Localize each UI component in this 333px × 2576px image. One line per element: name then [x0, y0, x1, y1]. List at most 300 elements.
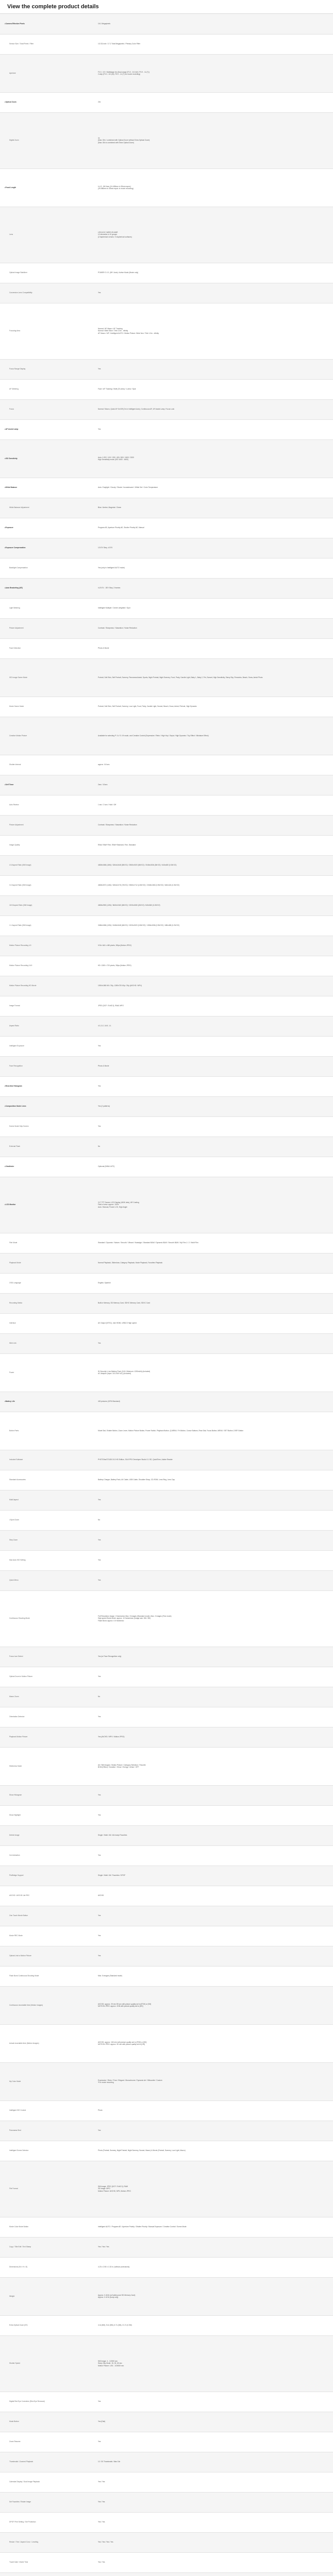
spec-value: Yes / Yes	[98, 2552, 333, 2572]
spec-value: Battery Charger, Battery Pack, AV Cable, USB Cable, Shoulder Strap, CD-ROM, Lens Ring, Lens Cap	[98, 1470, 333, 1490]
spec-row	[0, 1886, 333, 1906]
spec-value: VGA: 640 x 480 pixels, 30fps (Motion JPEG)	[98, 936, 333, 956]
spec-row	[0, 1647, 333, 1667]
spec-value: Yes	[98, 2121, 333, 2141]
spec-row	[0, 2141, 333, 2161]
spec-row	[0, 92, 333, 112]
spec-value: Yes	[98, 1550, 333, 1570]
spec-value: Portrait, Soft Skin, Self Portrait, Scenery, Panorama Assist, Sports, Night Portrait, Night Scenery, Food, Party, Candle Light, Baby 1, Baby 2, Pet, Sunset, High Sensitivity, Starry Sky, Fireworks, Beach, Snow, Aerial Photo	[98, 658, 333, 697]
spec-label: Multi Aspect	[0, 1490, 98, 1510]
spec-label: Weight	[0, 2277, 98, 2315]
spec-label: ▸ Camera Effective Pixels	[0, 14, 98, 34]
spec-row	[0, 795, 333, 815]
spec-label: Thumbnails / Zoomed Playback	[0, 2452, 98, 2472]
spec-value: F3.3 - 5.9 / Multistage iris (Dual-range (F3.3 - 8.0 (W) / F5.9 - 14 (T)) 2-step (F3.3 - 8.0 (W), F5.9 - 14 (T) for movie recording)	[98, 54, 333, 92]
spec-row	[0, 1785, 333, 1805]
spec-value: Yes	[98, 1530, 333, 1550]
spec-value: 4.4x (8M), 5.4x (5M), 6.7x (3M), 21.7x (0.3M)	[98, 2315, 333, 2335]
spec-value: Yes	[98, 359, 333, 379]
spec-row	[0, 34, 333, 54]
spec-label: Max Auto ISO Setting	[0, 1550, 98, 1570]
spec-value: Built-in Memory, SD Memory Card, SDHC Memory Card, SDXC Card	[98, 1293, 333, 1313]
spec-row	[0, 1687, 333, 1707]
spec-value: Yes / Yes / Yes / Yes	[98, 2532, 333, 2552]
spec-value: Yes / Yes	[98, 2512, 333, 2532]
spec-label: Shutter Interval	[0, 755, 98, 775]
spec-label: Motion Picture Recording 16:9	[0, 956, 98, 976]
spec-label: Included Software	[0, 1450, 98, 1470]
spec-value: 1/2.33-inch / 17.2 Total Megapixels / Primary Color Filter	[98, 34, 333, 54]
spec-row	[0, 1076, 333, 1096]
spec-row	[0, 1137, 333, 1157]
spec-value: Contrast / Sharpness / Saturation / Noise Reduction	[98, 815, 333, 835]
spec-label: Show Highlight	[0, 1805, 98, 1825]
spec-label: 16:9 Aspect Ratio (Still Image)	[0, 895, 98, 916]
spec-value: Intelligent Multiple / Center weighted / Spot	[98, 598, 333, 618]
spec-label: Conversion Lens Compatibility	[0, 283, 98, 303]
product-details-table	[0, 14, 333, 2576]
spec-row	[0, 1470, 333, 1490]
spec-row	[0, 1986, 333, 2024]
spec-label: Recording Media	[0, 1293, 98, 1313]
spec-row	[0, 1392, 333, 1412]
spec-value: Single / Multi / All / All except Favorites	[98, 1825, 333, 1845]
spec-row	[0, 618, 333, 638]
spec-value: Photo	[98, 2100, 333, 2121]
spec-row	[0, 2532, 333, 2552]
spec-row	[0, 1353, 333, 1392]
spec-label: ▸ Exposure Compensation	[0, 538, 98, 558]
spec-value: Yes	[98, 1333, 333, 1353]
spec-value: 2sec / 10sec	[98, 775, 333, 795]
spec-label: AVCHD / AVCHD Lite REC	[0, 1886, 98, 1906]
spec-value: 3.0" TFT Screen LCD Display (460K dots), AR Coating Field of view: approx. 100% Auto / Manual, Power LCD, High Angle	[98, 1177, 333, 1233]
spec-label: Digital Zoom	[0, 112, 98, 168]
spec-row	[0, 2572, 333, 2576]
spec-row	[0, 518, 333, 538]
spec-label: Standard Accessories	[0, 1470, 98, 1490]
spec-label: ▸ Real-time Histogram	[0, 1076, 98, 1096]
spec-row	[0, 1412, 333, 1450]
spec-value: Photo (Portrait, Scenery, Night Portrait, Night Scenery, Sunset, Macro) & Movie (Portrait, Scenery, Low Light, Macro)	[98, 2141, 333, 2161]
spec-value: AVCHD: approx. 29 min 59 sec with picture quality set to [FSH] or [SH] MOTION JPEG: approx. 2GB with picture quality set to [HD]	[98, 1986, 333, 2024]
spec-label: File Format	[0, 2161, 98, 2217]
spec-label: Orientation Detector	[0, 1707, 98, 1727]
spec-row	[0, 1866, 333, 1886]
spec-label: Motion Picture Recording HD Movie	[0, 976, 98, 996]
spec-value: LEICA DC VARIO-ELMAR 12 elements in 10 groups (2 Aspherical Lenses / 3 Aspherical surfaces)	[98, 207, 333, 263]
spec-value: Yes	[98, 1076, 333, 1096]
spec-value: No	[98, 1687, 333, 1707]
spec-label: Macro Zoom	[0, 1687, 98, 1707]
spec-value: Program AE, Aperture Priority AE, Shutter Priority AE, Manual	[98, 518, 333, 538]
spec-value: ID-Security Li-ion Battery Pack (3.6V, Minimum: 1250mAh) (Included) AC Adaptor (Input: 110-240V AC) (Included)	[98, 1353, 333, 1392]
spec-row	[0, 1966, 333, 1986]
spec-row	[0, 2412, 333, 2432]
spec-row	[0, 359, 333, 379]
spec-value: Yes	[98, 419, 333, 439]
spec-label: ▸ AF Assist Lamp	[0, 419, 98, 439]
spec-row	[0, 14, 333, 34]
spec-row	[0, 538, 333, 558]
spec-row	[0, 207, 333, 263]
spec-value: 4608x3456 (16M) / 3264x2448 (8M EZ) / 2560x1920 (5M EZ) / 2048x1536 (3M EZ) / 640x480 (0.3M EZ)	[98, 855, 333, 875]
spec-label: Movie REC Mode	[0, 1926, 98, 1946]
spec-label: Backlight Compensation	[0, 558, 98, 578]
spec-value: Normal / Macro, Quick AF On/Off (On in Intelligent Auto), Continuous AF, AF Assist Lamp, Focus Lock	[98, 399, 333, 419]
spec-label: Scene Mode Help Screen	[0, 1116, 98, 1137]
spec-row	[0, 895, 333, 916]
spec-label: ▸ Auto Bracketing (AE)	[0, 578, 98, 598]
spec-row	[0, 775, 333, 795]
spec-value: Yes (only in Intelligent AUTO mode)	[98, 558, 333, 578]
spec-label: Image Format	[0, 996, 98, 1016]
spec-label: AF Metering	[0, 379, 98, 399]
spec-value: Intelligent AUTO / Program AE / Aperture Priority / Shutter Priority / Manual Exposure / Creative Control / Scene Mode	[98, 2217, 333, 2237]
spec-label	[0, 2572, 98, 2576]
spec-row	[0, 478, 333, 498]
spec-row	[0, 1946, 333, 1966]
spec-label: ▸ White Balance	[0, 478, 98, 498]
spec-value: Yes / Yes	[98, 2492, 333, 2512]
spec-label: Motion Picture Recording 4:3	[0, 936, 98, 956]
spec-label: Face Recognition	[0, 1056, 98, 1076]
spec-row	[0, 2472, 333, 2492]
spec-label: ▸ Viewfinder	[0, 1157, 98, 1177]
spec-value: JPEG (DCF / Exif2.3), RAW, MPO	[98, 996, 333, 1016]
spec-value: Single / Multi / All / Favorites / DPOF	[98, 1866, 333, 1886]
spec-row	[0, 263, 333, 283]
spec-label: Mode Button	[0, 2412, 98, 2432]
spec-row	[0, 2492, 333, 2512]
spec-value: Mode Dial, Shutter Button, Zoom Lever, Motion Picture Button, Power Switch, Playback Button, Q.MENU / Fn Button, Cursor Buttons, Rear Dial, Focus Button, MENU / SET Button, DISP. Button	[98, 1412, 333, 1450]
spec-row	[0, 54, 333, 92]
spec-value: Yes / Yes / Yes	[98, 2237, 333, 2257]
spec-row	[0, 2257, 333, 2277]
spec-row	[0, 1273, 333, 1293]
spec-row	[0, 1550, 333, 1570]
spec-value: AVCHD	[98, 1886, 333, 1906]
spec-value: Face / AF Tracking / Multi (23-area) / 1-area / Spot	[98, 379, 333, 399]
spec-label: Playback Mode	[0, 1253, 98, 1273]
spec-label: External Flash	[0, 1137, 98, 1157]
spec-value: Contrast / Sharpness / Saturation / Noise Reduction	[98, 618, 333, 638]
spec-label: 1:1 Aspect Ratio (Still Image)	[0, 916, 98, 936]
spec-label: Film Mode	[0, 1233, 98, 1253]
spec-row	[0, 1177, 333, 1233]
page-title: View the complete product details	[0, 0, 333, 14]
spec-value: Yes	[98, 1707, 333, 1727]
spec-row	[0, 1016, 333, 1036]
spec-value: Standard / Dynamic / Nature / Smooth / Vibrant / Nostalgic / Standard B&W / Dynamic B&W / Smooth B&W / My Film 1 / 2 / Multi Film	[98, 1233, 333, 1253]
spec-label: Delete Image	[0, 1825, 98, 1845]
spec-value: Blue / Amber, Magenta / Green	[98, 498, 333, 518]
spec-label: Focus Range Display	[0, 359, 98, 379]
spec-label: PictBridge Support	[0, 1866, 98, 1886]
spec-row	[0, 976, 333, 996]
spec-label: OSD Language	[0, 1273, 98, 1293]
spec-label: Calendar Display / Dual Image Playback	[0, 2472, 98, 2492]
spec-value: Full Resolution Image: 2 frames/sec Max. 5 images (Standard mode), Max. 3 images (Fine mode) High-speed Burst Mode: approx. 10 frames/sec (Image size: 5M / 3M) Flash Burst: approx. 0.5 frame/sec	[98, 1590, 333, 1647]
spec-label: iSO Image Scene Mode	[0, 658, 98, 697]
spec-value: Yes	[98, 1570, 333, 1590]
spec-label: 3:2 Aspect Ratio (Still Image)	[0, 875, 98, 895]
spec-value: ±1/3 EV - 3EV Step, 3 frames	[98, 578, 333, 598]
spec-value: PHOTOfunSTUDIO 8.3 HD Edition, SILKYPIX Developer Studio 3.1 SE, QuickTime, Adobe Reader	[98, 1450, 333, 1470]
spec-row	[0, 2277, 333, 2315]
spec-value: Yes / Yes	[98, 2472, 333, 2492]
spec-value: Optional (DMW-LVF2)	[98, 1157, 333, 1177]
spec-value: Yes	[98, 1667, 333, 1687]
spec-value: Yes	[98, 1926, 333, 1946]
spec-row	[0, 112, 333, 168]
spec-label: Travel Date / World Time	[0, 2552, 98, 2572]
spec-value: Yes (AVCHD / MP4 / Motion JPEG)	[98, 1727, 333, 1747]
spec-row	[0, 2100, 333, 2121]
spec-row	[0, 875, 333, 895]
spec-row	[0, 2552, 333, 2572]
spec-row	[0, 1727, 333, 1747]
spec-row	[0, 2121, 333, 2141]
spec-row	[0, 598, 333, 618]
spec-label: Face Detection	[0, 638, 98, 658]
spec-value: AV Output (NTSC), mini HDMI, USB2.0 High speed	[98, 1313, 333, 1333]
spec-value: Yes	[98, 2432, 333, 2452]
spec-row	[0, 855, 333, 875]
spec-label: Extra Optical Zoom (EZ)	[0, 2315, 98, 2335]
spec-row	[0, 2512, 333, 2532]
spec-label: ▸ Battery Life	[0, 1392, 98, 1412]
spec-row	[0, 1157, 333, 1177]
spec-row	[0, 303, 333, 359]
spec-row	[0, 2161, 333, 2217]
spec-value: approx. 0.8 sec	[98, 755, 333, 775]
spec-value: Yes	[98, 1036, 333, 1056]
spec-value: No	[98, 1137, 333, 1157]
spec-value: Normal / AF Macro / AF Tracking Normal: Wide 50cm / Tele 2.0m - infinity AF Macro / MF / Intelligent AUTO / Motion Picture: Wide 3cm / Tele 1.0m - infinity	[98, 303, 333, 359]
spec-row	[0, 717, 333, 755]
spec-row	[0, 956, 333, 976]
spec-label: Optical Image Stabilizer	[0, 263, 98, 283]
spec-value: Yes	[98, 1116, 333, 1137]
spec-value: No	[98, 1510, 333, 1530]
spec-value: 3456x3456 (12M) / 2448x2448 (6M EZ) / 1920x1920 (3.5M EZ) / 1536x1536 (2.5M EZ) / 480x480 (0.2M EZ)	[98, 916, 333, 936]
spec-label: Dimensions (W x H x D)	[0, 2257, 98, 2277]
spec-row	[0, 2062, 333, 2100]
spec-label: Image Quality	[0, 835, 98, 855]
spec-row	[0, 2237, 333, 2257]
spec-value: Auto / Daylight / Cloudy / Shade / Incandescent / White Set / Color Temperature	[98, 478, 333, 498]
spec-row	[0, 936, 333, 956]
spec-row	[0, 755, 333, 775]
spec-label: Picture Adjustment	[0, 618, 98, 638]
spec-label: Focus	[0, 399, 98, 419]
spec-row	[0, 638, 333, 658]
spec-label: Optical Zoom in Motion Picture	[0, 1667, 98, 1687]
spec-label: Panorama Shot	[0, 2121, 98, 2141]
spec-value: Yes	[98, 1785, 333, 1805]
spec-label: Playback Motion Picture	[0, 1727, 98, 1747]
spec-label: i-Sport Zoom	[0, 1510, 98, 1530]
spec-label: Movie Color Mode Button	[0, 2217, 98, 2237]
spec-row	[0, 1450, 333, 1470]
spec-label: Continuous recordable time (Motion Images)	[0, 1986, 98, 2024]
spec-value	[98, 2572, 333, 2576]
spec-value: Yes (Dial)	[98, 2412, 333, 2432]
spec-row	[0, 1570, 333, 1590]
spec-label: Aspect Ratio	[0, 1016, 98, 1036]
spec-row	[0, 439, 333, 478]
spec-label: Intelligent ISO Control	[0, 2100, 98, 2121]
spec-label: Resize / Trim / Aspect Conv. / Leveling	[0, 2532, 98, 2552]
spec-row	[0, 419, 333, 439]
spec-label: Aperture	[0, 54, 98, 92]
spec-value: Yes (w/ Face Recognition only)	[98, 1647, 333, 1667]
spec-label: Focusing Area	[0, 303, 98, 359]
spec-row	[0, 1510, 333, 1530]
spec-row	[0, 916, 333, 936]
spec-label: ▸ Self Timer	[0, 775, 98, 795]
spec-row	[0, 815, 333, 835]
spec-label: ▸ Exposure	[0, 518, 98, 538]
spec-value: Yes	[98, 1946, 333, 1966]
spec-row	[0, 835, 333, 855]
spec-label: Cut Animation	[0, 1845, 98, 1866]
spec-value: 1/3 EV Step, ±3 EV	[98, 538, 333, 558]
spec-value: Max. 5 images (Standard mode)	[98, 1966, 333, 1986]
spec-row	[0, 658, 333, 697]
spec-value: Yes	[98, 1805, 333, 1825]
spec-value: Portrait, Soft Skin, Self Portrait, Scenery, Low Light, Food, Party, Candle Light, Sunset, Beach, Snow, Aerial, Pinhole, High Dynamic	[98, 697, 333, 717]
spec-label: Optical Link to Motion Picture	[0, 1946, 98, 1966]
spec-label: Copy / Title Edit / Text Stamp	[0, 2237, 98, 2257]
spec-value: Approx. 0.46 lb (w/ battery and SD Memory Card) Approx. 0.42 lb (body only)	[98, 2277, 333, 2315]
spec-value: AVCHD: approx. 160 min with picture quality set to [FSH] or [SH] MOTION JPEG: approx. 90 min with picture quality set to [HD]	[98, 2024, 333, 2062]
spec-value: Yes	[98, 1906, 333, 1926]
spec-label: Web Link	[0, 1333, 98, 1353]
spec-value: 12 / 30 Thumbnails / Max 16x	[98, 2452, 333, 2472]
spec-value: 4608x2592 (12M) / 3840x2160 (8M EZ) / 1920x1080 (2M EZ) / 640x360 (0.2M EZ)	[98, 895, 333, 916]
spec-value: RAW, RAW+Fine, RAW+Standard, Fine, Standard	[98, 835, 333, 855]
spec-value: Yes	[98, 1490, 333, 1510]
spec-label: Shutter Speed	[0, 2335, 98, 2392]
spec-label: Slideshow Mode	[0, 1747, 98, 1785]
spec-row	[0, 1667, 333, 1687]
spec-row	[0, 2024, 333, 2062]
spec-row	[0, 1825, 333, 1845]
spec-label: Step Zoom	[0, 1530, 98, 1550]
spec-label: Intelligent Exposure	[0, 1036, 98, 1056]
spec-row	[0, 1116, 333, 1137]
spec-value: Auto / i.ISO / 100 / 200 / 400 / 800 / 1600 / 3200 High Sensitivity mode (ISO 1600 - 6400)	[98, 439, 333, 478]
spec-label: DPOF Print Setting / Set Protection	[0, 2512, 98, 2532]
spec-row	[0, 1313, 333, 1333]
spec-row	[0, 2335, 333, 2392]
spec-label: Lens	[0, 207, 98, 263]
spec-label: Picture Adjustment	[0, 815, 98, 835]
spec-row	[0, 1253, 333, 1273]
spec-label: ▸ Optical Zoom	[0, 92, 98, 112]
spec-row	[0, 996, 333, 1016]
spec-value: 4x (Max. 80x / combined with Optical Zoom without Extra Optical Zoom) (Max. 80x is combined with Extra Optical Zoom)	[98, 112, 333, 168]
spec-value: Still Image: JPEG (DCF / Exif2.3), RAW 3D Image: MPO Motion Picture: AVCHD, MP4, Motion JPEG	[98, 2161, 333, 2217]
spec-value: Available for selecting P / A / S / M mode, and Creative Control (Expressive / Retro / High Key / Sepia / High Dynamic / Toy Effect / Miniature Effect)	[98, 717, 333, 755]
spec-label: Set Favorites / Rotate Image	[0, 2492, 98, 2512]
spec-label: Button Parts	[0, 1412, 98, 1450]
spec-label: Zoom Resume	[0, 2432, 98, 2452]
spec-label: Digital Red Eye Correction (Red-Eye Removal)	[0, 2392, 98, 2412]
spec-value: 20x	[98, 92, 333, 112]
spec-row	[0, 283, 333, 303]
spec-value: Yes	[98, 2392, 333, 2412]
spec-row	[0, 697, 333, 717]
spec-value: f=4.3 - 86.0mm (24-480mm in 35mm equiv.) (29-580mm in 35mm equiv. in movie recording)	[98, 168, 333, 207]
spec-value: Photo & Movie	[98, 638, 333, 658]
spec-label: 4:3 Aspect Ratio (Still Image)	[0, 855, 98, 875]
spec-label: Interface	[0, 1313, 98, 1333]
spec-row	[0, 1096, 333, 1116]
spec-row	[0, 399, 333, 419]
spec-value: Normal Playback, Slideshow, Category Playback, Mode Playback, Favorites Playback	[98, 1253, 333, 1273]
spec-label: White Balance Adjustment	[0, 498, 98, 518]
spec-label: One Touch Movie Button	[0, 1906, 98, 1926]
spec-value: 1 sec / 2 sec / Hold / Off	[98, 795, 333, 815]
spec-value: HD: 1280 x 720 pixels, 30fps (Motion JPEG)	[98, 956, 333, 976]
spec-label: ▸ Focal Length	[0, 168, 98, 207]
spec-row	[0, 558, 333, 578]
spec-row	[0, 1747, 333, 1785]
spec-label: Auto Review	[0, 795, 98, 815]
spec-label: Show Histogram	[0, 1785, 98, 1805]
spec-value: POWER O.I.S. (Off / Auto) / Active Mode (Movie only)	[98, 263, 333, 283]
spec-row	[0, 168, 333, 207]
spec-label: Intelligent Scene Selector	[0, 2141, 98, 2161]
spec-label: Creative Motion Picture	[0, 717, 98, 755]
spec-row	[0, 1926, 333, 1946]
spec-value: 16.1 Megapixels	[98, 14, 333, 34]
spec-label: Power	[0, 1353, 98, 1392]
spec-row	[0, 498, 333, 518]
spec-label: Light Metering	[0, 598, 98, 618]
spec-value: Still Image: 4 - 1/2000 sec Starry Sky Mode: 15, 30, 60 sec Motion Picture: 1/30 - 1/20000 sec	[98, 2335, 333, 2392]
spec-row	[0, 379, 333, 399]
spec-row	[0, 578, 333, 598]
spec-row	[0, 1293, 333, 1313]
spec-value: Yes (2 patterns)	[98, 1096, 333, 1116]
spec-value: 400 pictures (CIPA Standard)	[98, 1392, 333, 1412]
spec-row	[0, 2392, 333, 2412]
product-details-body	[0, 14, 333, 2576]
spec-value: 4608x3072 (14M) / 3264x2176 (7M EZ) / 2560x1712 (4.5M EZ) / 2048x1360 (2.5M EZ) / 640x424 (0.3M EZ)	[98, 875, 333, 895]
spec-row	[0, 2217, 333, 2237]
spec-row	[0, 1845, 333, 1866]
spec-row	[0, 1530, 333, 1550]
spec-row	[0, 2432, 333, 2452]
spec-row	[0, 1906, 333, 1926]
spec-row	[0, 1590, 333, 1647]
spec-label: ▸ Composition Guide Lines	[0, 1096, 98, 1116]
spec-label: Flash Burst Continuous Shooting Mode	[0, 1966, 98, 1986]
spec-value: Expressive / Retro / Pure / Elegant / Monochrome / Dynamic Art / Silhouette / Custom *For movie recording	[98, 2062, 333, 2100]
spec-value: English, Spanish	[98, 1273, 333, 1293]
spec-value: Yes	[98, 283, 333, 303]
spec-value: All / Still Images / Motion Picture / Category Selection / Favorite BGM (Effect) / Duration / Show / Energy / Urban / OFF	[98, 1747, 333, 1785]
spec-row	[0, 1805, 333, 1825]
spec-row	[0, 1707, 333, 1727]
spec-label: Continuous Shooting Mode	[0, 1590, 98, 1647]
spec-value: Photo & Movie	[98, 1056, 333, 1076]
spec-label: Sensor Size / Total Pixels / Filter	[0, 34, 98, 54]
